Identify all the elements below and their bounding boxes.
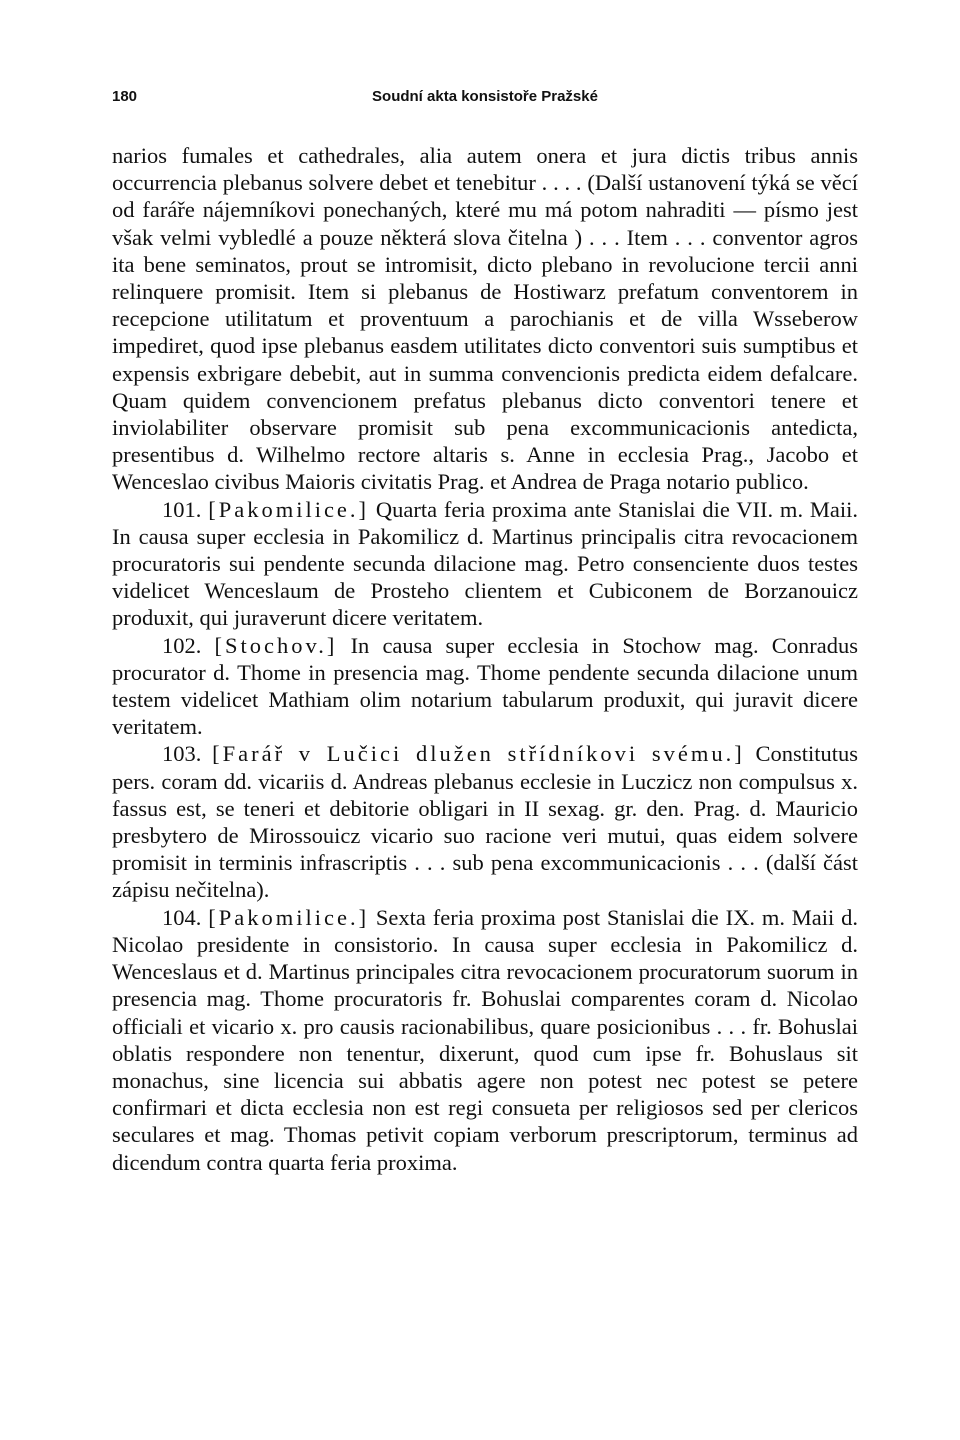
entry-heading: [Farář v Lučici dlužen střídníkovi svému.] <box>212 741 745 767</box>
entry-number: 103. <box>162 741 202 767</box>
entry-102 <box>112 632 858 741</box>
entry-number: 102. <box>162 632 202 658</box>
entry-number: 101. <box>162 496 202 522</box>
entry-text: Sexta feria proxima post Stanislai die IX. m. Maii d. Nicolao presidente in consistorio. In causa super ecclesia in Pakomilicz d. Wenceslaus et d. Martinus principales citra revocacionem procuratorum suorum in presencia mag. Thome procuratoris fr. Bohuslai comparentes coram d. Nicolao officiali et vicario x. pro causis racionabilibus, quare posicionibus . . . fr. Bohuslai oblatis respondere non tenentur, dixerunt, quod cum ipse fr. Bohuslaus sit monachus, sine licencia sui abbatis agere non potest nec potest se petere confirmari et dicta ecclesia non est regi consueta per religiosos sed per clericos seculares et mag. Thomas petivit copiam verborum prescriptorum, terminus ad dicendum contra quarta feria proxima. <box>112 904 858 1175</box>
entry-heading: [Pakomilice.] <box>208 904 370 930</box>
running-head: Soudní akta konsistoře Pražské <box>372 88 598 105</box>
entry-text: In causa super ecclesia in Stochow mag. Conradus procurator d. Thome in presencia mag. Thome pendente secunda dilacione unum testem videlicet Mathiam olim notarium tabularum produxit, qui juravit dicere veritatem. <box>112 632 859 740</box>
page-number: 180 <box>112 88 138 105</box>
entry-number: 104. <box>162 904 202 930</box>
entry-101 <box>112 496 858 632</box>
entry-heading: [Pakomilice.] <box>208 496 370 522</box>
paragraph-continuation <box>112 142 858 496</box>
paragraph-text: narios fumales et cathedrales, alia autem onera et jura dictis tribus annis occurrencia plebanus solvere debet et tenebitur . . . . (Další ustanovení týká se věcí od faráře nájemníkovi ponechaných, které mu má potom nahraditi — písmo jest však velmi vybledlé a pouze některá slova čitelna ) . . . Item . . . conventor agros ita bene seminatos, prout se intromisit, dicto plebano in revolucione tercii anni relinquere promisit. Item si plebanus de Hostiwarz prefatum conventorem in recepcione utilitatum et proventuum a parochianis et de villa Wsseberow impediret, quod ipse plebanus easdem utilitates dicto conventori suis sumptibus et expensis exbrigare debebit, aut in summa convencionis predicta eidem defalcare. Quam quidem convencionem prefatus plebanus dicto conventori tenere et inviolabiliter observare promisit sub pena excommunicacionis antedicta, presentibus d. Wilhelmo rectore altaris s. Anne in ecclesia Prag., Jacobo et Wenceslao civibus Maioris civitatis Prag. et Andrea de Praga notario publico. <box>112 143 858 495</box>
entry-text: Quarta feria proxima ante Stanislai die VII. m. Maii. In causa super ecclesia in Pakomilicz d. Martinus principalis citra revocacionem procuratoris sui pendente secunda dilacione mag. Petro consenciente duos testes videlicet Wenceslaum de Prosteho clientem et Cubiconem de Borzanouicz produxit, qui juraverunt dicere veritatem. <box>112 496 859 631</box>
page-header <box>112 88 858 112</box>
entry-103 <box>112 740 858 903</box>
entry-104 <box>112 904 858 1176</box>
text-body <box>112 142 858 1176</box>
entry-text: Constitutus pers. coram dd. vicariis d. Andreas plebanus ecclesie in Luczicz non compulsus x. fassus est, se teneri et debitorie obligari in II sexag. gr. den. Prag. d. Mauricio presbytero de Mirossouicz vicario suo racione veri mutui, quas eidem solvere promisit in terminis infrascriptis . . . sub pena excommunicacionis . . . (další část zápisu nečitelna). <box>112 741 859 903</box>
entry-heading: [Stochov.] <box>214 632 338 658</box>
